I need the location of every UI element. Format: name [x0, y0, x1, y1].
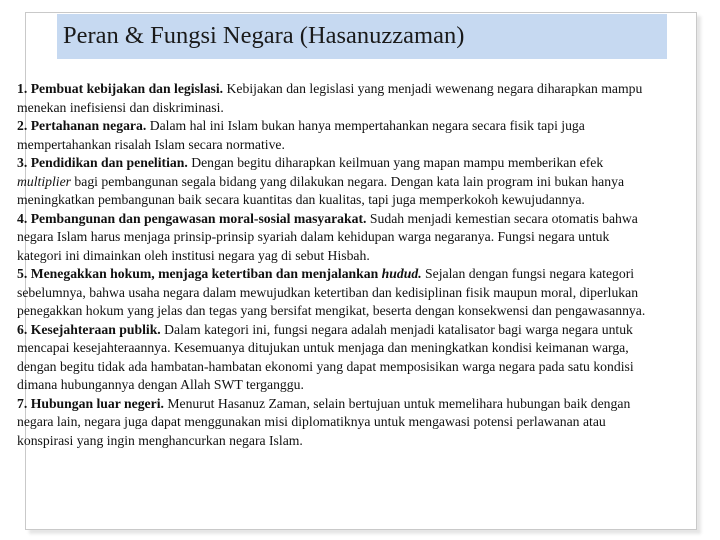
list-item	[17, 210, 657, 266]
item-text: Kebijakan dan legislasi yang menjadi wewenang negara diharapkan mampu menekan inefisiensi dan diskriminasi.	[17, 81, 643, 115]
item-text: Sudah menjadi kemestian secara otomatis bahwa negara Islam harus menjaga prinsip-prinsip syariah dalam kehidupan warga negaranya. Fungsi negara untuk kategori ini dimainkan oleh institusi negara yag di sebut Hisbah.	[17, 210, 638, 263]
item-heading: 2. Pertahanan negara.	[17, 118, 147, 133]
item-text: Dengan begitu diharapkan keilmuan yang mapan mampu memberikan efek	[187, 155, 604, 170]
item-heading: 1. Pembuat kebijakan dan legislasi.	[17, 81, 224, 96]
item-term: multiplier	[17, 173, 71, 189]
item-heading: 3. Pendidikan dan penelitian.	[17, 155, 188, 170]
item-text: Menurut Hasanuz Zaman, selain bertujuan untuk memelihara hubungan baik dengan negara lain, negara juga dapat menggunakan misi diplomatiknya untuk mengawasi potensi perlawanan atau konspirasi yang ingin menghancurkan negara Islam.	[17, 395, 631, 448]
list-item	[17, 80, 657, 117]
item-heading: 5. Menegakkan hokum, menjaga ketertiban dan menjalankan	[17, 266, 382, 281]
item-text: Dalam kategori ini, fungsi negara adalah menjadi katalisator bagi warga negara untuk mencapai kesejahteraannya. Kesemuanya ditujukan untuk menjaga dan meningkatkan kondisi keimanan warga, dengan begitu tidak ada hambatan-hambatan ekonomi yang dapat memposisikan warga negara pada satu kondisi dimana hubungannya dengan Allah SWT terganggu.	[17, 321, 634, 392]
list-item	[17, 117, 657, 154]
list-item	[17, 265, 657, 321]
list-item	[17, 154, 657, 210]
item-text: Sejalan dengan fungsi negara kategori sebelumnya, bahwa usaha negara dalam mewujudkan ketertiban dan kedisiplinan fisik maupun moral, diperlukan penegakkan hokum yang jelas dan tegas yang bersifat mengikat, beserta dengan konsekwensi dan pengawasannya.	[17, 266, 646, 318]
title-bar	[57, 14, 667, 59]
list-item	[17, 321, 657, 395]
item-term: hudud.	[381, 266, 422, 281]
list-item	[17, 395, 657, 451]
item-heading: 4. Pembangunan dan pengawasan moral-sosial masyarakat.	[17, 210, 367, 226]
item-heading: 6. Kesejahteraan publik.	[17, 321, 161, 337]
item-text: bagi pembangunan segala bidang yang dilakukan negara. Dengan kata lain program ini bukan hanya meningkatkan pembangunan baik secara kuantitas dan kualitas, tapi juga memperkokoh kewujudannya.	[17, 173, 625, 207]
item-text: Dalam hal ini Islam bukan hanya mempertahankan negara secara fisik tapi juga mempertahankan risalah Islam secara normative.	[17, 118, 585, 152]
item-heading: 7. Hubungan luar negeri.	[17, 395, 164, 411]
slide-title: Peran & Fungsi Negara (Hasanuzzaman)	[63, 22, 465, 49]
slide-content	[17, 80, 657, 450]
